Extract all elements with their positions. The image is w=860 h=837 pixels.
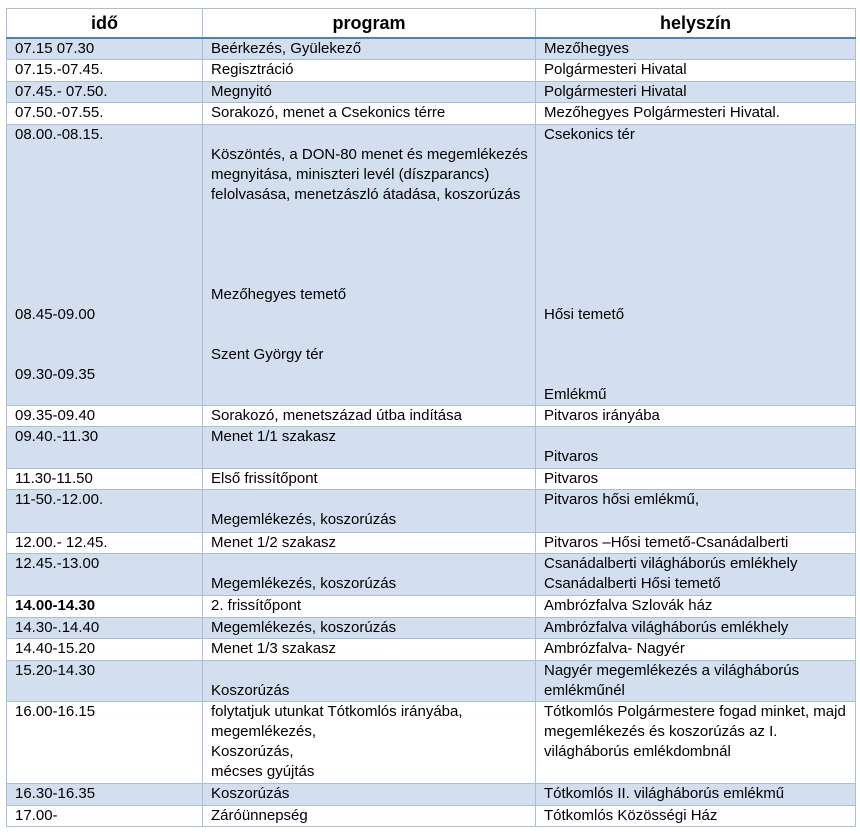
table-row: [7, 490, 856, 533]
table-row: [7, 618, 856, 639]
program-cell: Első frissítőpont: [203, 469, 536, 490]
time-cell: 12.00.- 12.45.: [7, 533, 203, 554]
header-row: [7, 9, 856, 39]
location-cell: Pitvaros hősi emlékmű,: [536, 490, 856, 533]
time-cell: 12.45.-13.00: [7, 554, 203, 596]
time-cell: 11-50.-12.00.: [7, 490, 203, 533]
location-cell: Polgármesteri Hivatal: [536, 82, 856, 103]
location-cell: Polgármesteri Hivatal: [536, 60, 856, 82]
location-cell: Mezőhegyes: [536, 38, 856, 60]
time-cell: 07.50.-07.55.: [7, 103, 203, 125]
table-row: [7, 60, 856, 82]
time-cell: 07.15.-07.45.: [7, 60, 203, 82]
header-location: helyszín: [536, 9, 856, 39]
location-cell: Csekonics tér Hősi temető Emlékmű: [536, 125, 856, 406]
table-row: [7, 125, 856, 406]
table-row: [7, 427, 856, 469]
time-cell: 07.45.- 07.50.: [7, 82, 203, 103]
time-cell: 14.00-14.30: [7, 596, 203, 618]
time-cell: 16.00-16.15: [7, 702, 203, 784]
program-cell: Sorakozó, menetszázad útba indítása: [203, 406, 536, 427]
table-row: [7, 702, 856, 784]
table-row: [7, 469, 856, 490]
program-cell: Megnyitó: [203, 82, 536, 103]
time-cell: 14.30-.14.40: [7, 618, 203, 639]
table-row: [7, 554, 856, 596]
program-cell: folytatjuk utunkat Tótkomlós irányába, megemlékezés, Koszorúzás, mécses gyújtás: [203, 702, 536, 784]
location-cell: Csanádalberti világháborús emlékhely Csanádalberti Hősi temető: [536, 554, 856, 596]
table-row: [7, 639, 856, 661]
program-cell: Megemlékezés, koszorúzás: [203, 554, 536, 596]
program-cell: Menet 1/3 szakasz: [203, 639, 536, 661]
location-cell: Tótkomlós II. világháborús emlékmű: [536, 784, 856, 806]
table-row: [7, 661, 856, 702]
location-cell: Pitvaros irányába: [536, 406, 856, 427]
location-cell: Tótkomlós Polgármestere fogad minket, majd megemlékezés és koszorúzás az I. világháborús emlékdombnál: [536, 702, 856, 784]
program-cell: 2. frissítőpont: [203, 596, 536, 618]
time-cell: 09.40.-11.30: [7, 427, 203, 469]
time-cell: 15.20-14.30: [7, 661, 203, 702]
location-cell: Ambrózfalva világháborús emlékhely: [536, 618, 856, 639]
header-time: idő: [7, 9, 203, 39]
time-cell: 16.30-16.35: [7, 784, 203, 806]
time-cell: 09.35-09.40: [7, 406, 203, 427]
table-row: [7, 38, 856, 60]
time-cell: 14.40-15.20: [7, 639, 203, 661]
schedule-table: [6, 8, 856, 827]
time-cell: 07.15 07.30: [7, 38, 203, 60]
location-cell: Pitvaros –Hősi temető-Csanádalberti: [536, 533, 856, 554]
program-cell: Köszöntés, a DON-80 menet és megemlékezés megnyitása, miniszteri levél (díszparancs) felolvasása, menetzászló átadása, koszorúzás Mezőhegyes temető Szent György tér: [203, 125, 536, 406]
program-cell: Beérkezés, Gyülekező: [203, 38, 536, 60]
table-row: [7, 406, 856, 427]
header-program: program: [203, 9, 536, 39]
table-row: [7, 806, 856, 827]
table-row: [7, 103, 856, 125]
location-cell: Ambrózfalva Szlovák ház: [536, 596, 856, 618]
time-cell: 17.00-: [7, 806, 203, 827]
program-cell: Megemlékezés, koszorúzás: [203, 618, 536, 639]
table-row: [7, 82, 856, 103]
program-cell: Menet 1/2 szakasz: [203, 533, 536, 554]
location-cell: Tótkomlós Közösségi Ház: [536, 806, 856, 827]
program-cell: Koszorúzás: [203, 661, 536, 702]
program-cell: Sorakozó, menet a Csekonics térre: [203, 103, 536, 125]
program-cell: Regisztráció: [203, 60, 536, 82]
program-cell: Megemlékezés, koszorúzás: [203, 490, 536, 533]
location-cell: Nagyér megemlékezés a világháborús emlékműnél: [536, 661, 856, 702]
program-cell: Záróünnepség: [203, 806, 536, 827]
location-cell: Pitvaros: [536, 469, 856, 490]
table-row: [7, 596, 856, 618]
time-cell: 08.00.-08.15. 08.45-09.00 09.30-09.35: [7, 125, 203, 406]
location-cell: Mezőhegyes Polgármesteri Hivatal.: [536, 103, 856, 125]
time-cell: 11.30-11.50: [7, 469, 203, 490]
table-row: [7, 533, 856, 554]
table-row: [7, 784, 856, 806]
program-cell: Menet 1/1 szakasz: [203, 427, 536, 469]
location-cell: Ambrózfalva- Nagyér: [536, 639, 856, 661]
program-cell: Koszorúzás: [203, 784, 536, 806]
location-cell: Pitvaros: [536, 427, 856, 469]
